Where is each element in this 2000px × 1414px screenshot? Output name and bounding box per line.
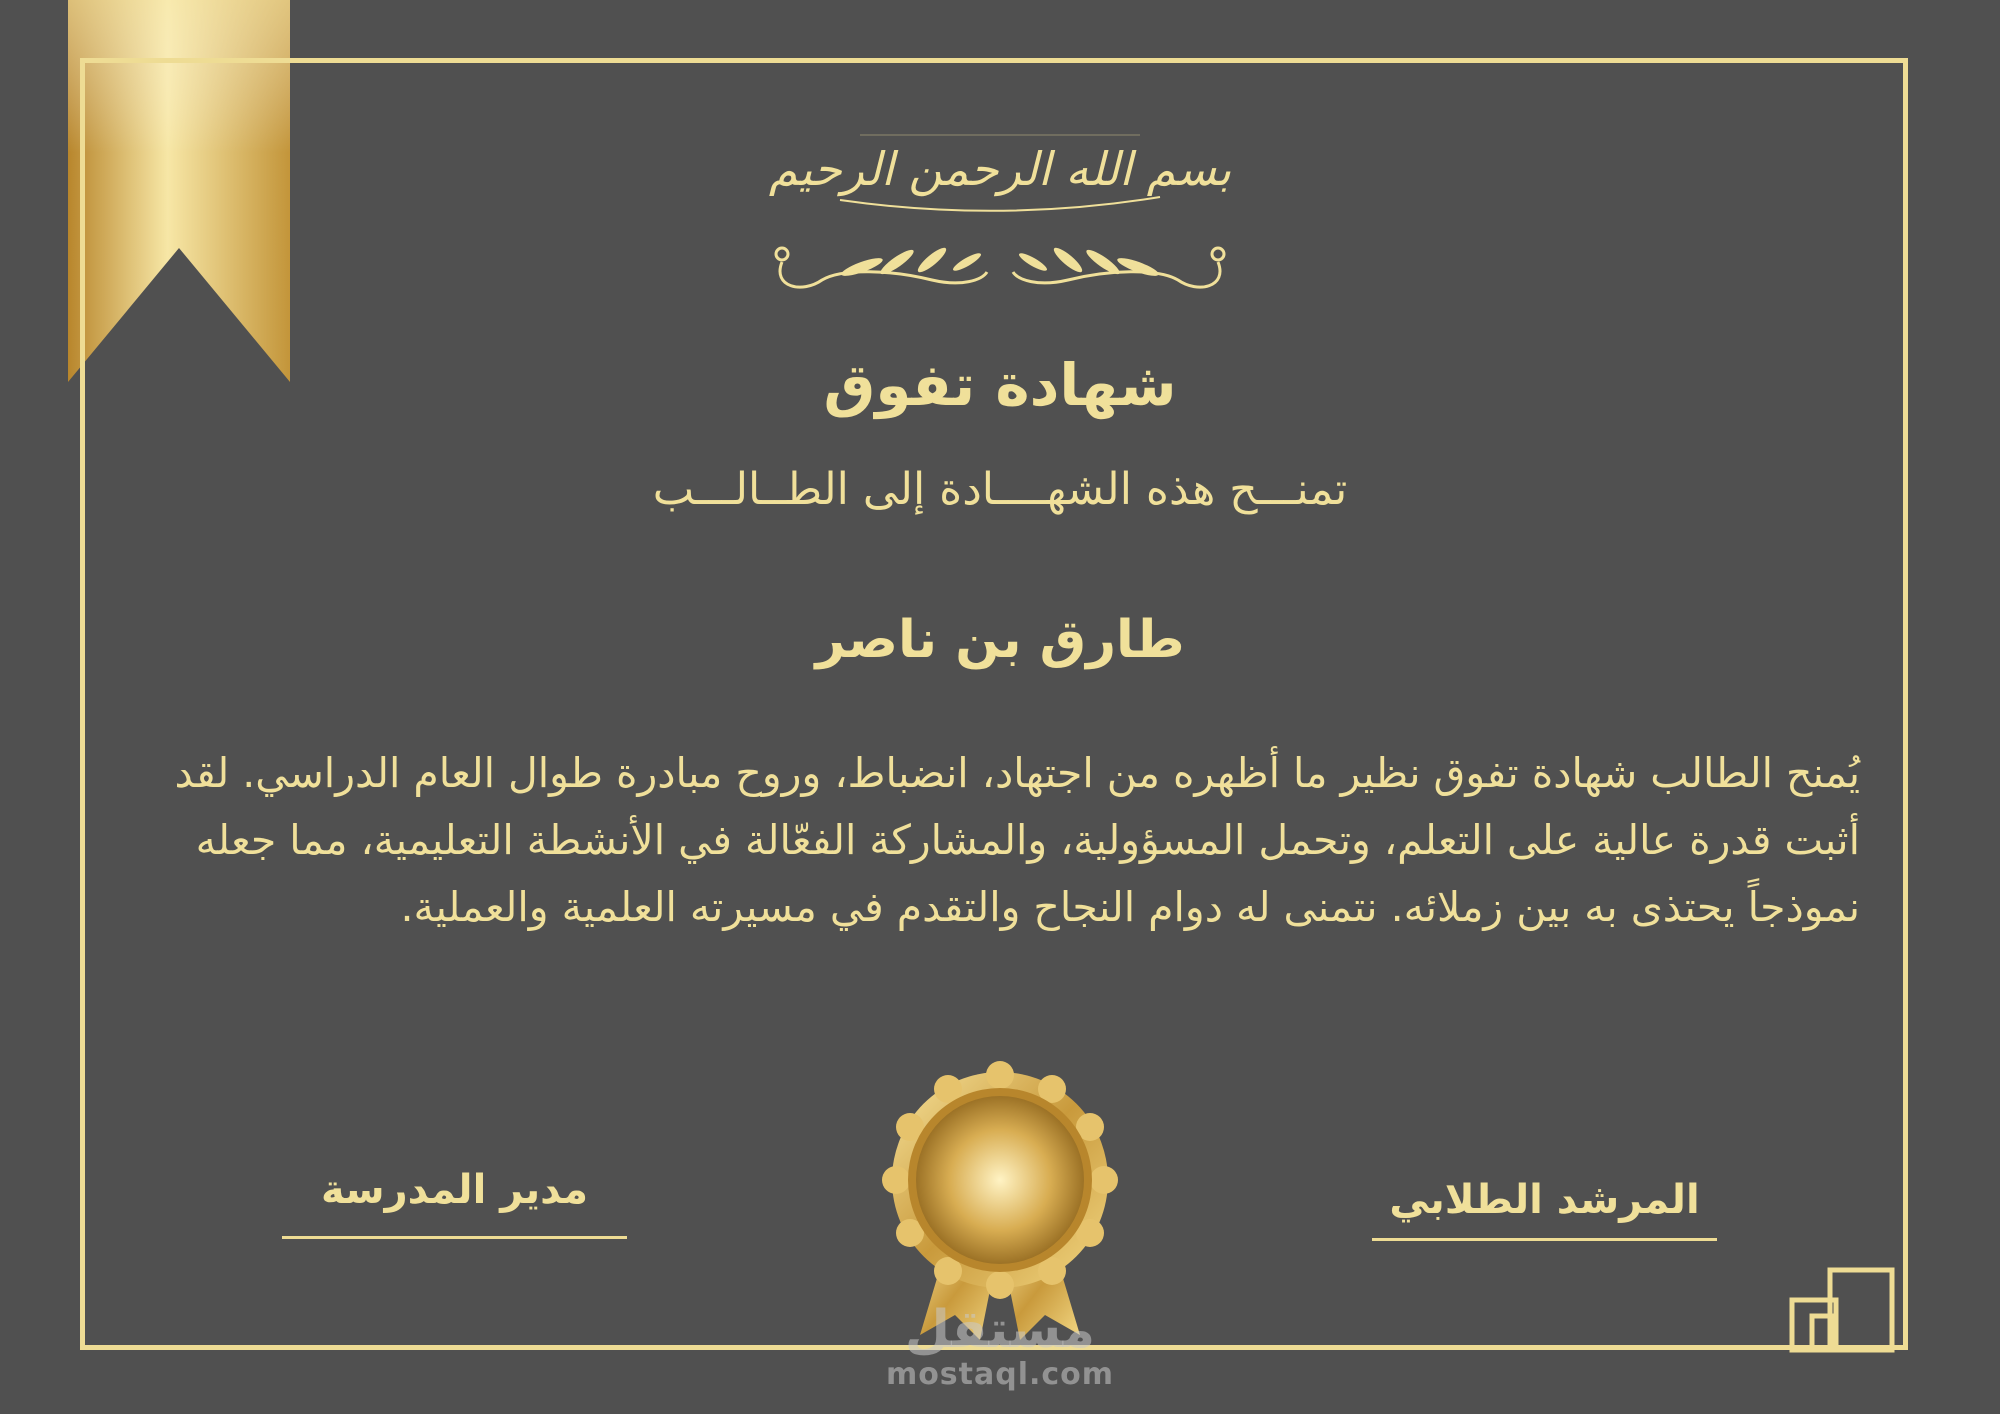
certificate-title: شهادة تفوق xyxy=(823,351,1177,419)
student-name: طارق بن ناصر xyxy=(815,610,1185,670)
svg-text:بسم الله الرحمن الرحيم: بسم الله الرحمن الرحيم xyxy=(768,142,1232,196)
signature-line-principal xyxy=(282,1236,627,1239)
basmala-calligraphy xyxy=(768,105,1232,225)
signature-label-counselor: المرشد الطلابي xyxy=(1389,1177,1700,1223)
watermark xyxy=(870,1302,1130,1392)
ornament-flourish-icon xyxy=(772,232,1228,302)
certificate-body: يُمنح الطالب شهادة تفوق نظير ما أظهره من اجتهاد، انضباط، وروح مبادرة طوال العام الدراسي. لقد أثبت قدرة عالية على التعلم، وتحمل المسؤولية، والمشاركة الفعّالة في الأنشطة التعليمية، مما جعله نموذجاً يحتذى به بين زملائه. نتمنى له دوام النجاح والتقدم في مسيرته العلمية والعملية. xyxy=(174,749,1860,931)
signature-label-principal: مدير المدرسة xyxy=(321,1167,588,1213)
watermark-site: mostaql.com xyxy=(885,1357,1115,1392)
signature-line-counselor xyxy=(1372,1238,1717,1241)
building-blocks-icon xyxy=(1786,1264,1898,1352)
watermark-logo: مستقل xyxy=(904,1300,1096,1360)
certificate-subtitle: تمنـــح هذه الشهــــادة إلى الطــالـــب xyxy=(652,464,1348,515)
